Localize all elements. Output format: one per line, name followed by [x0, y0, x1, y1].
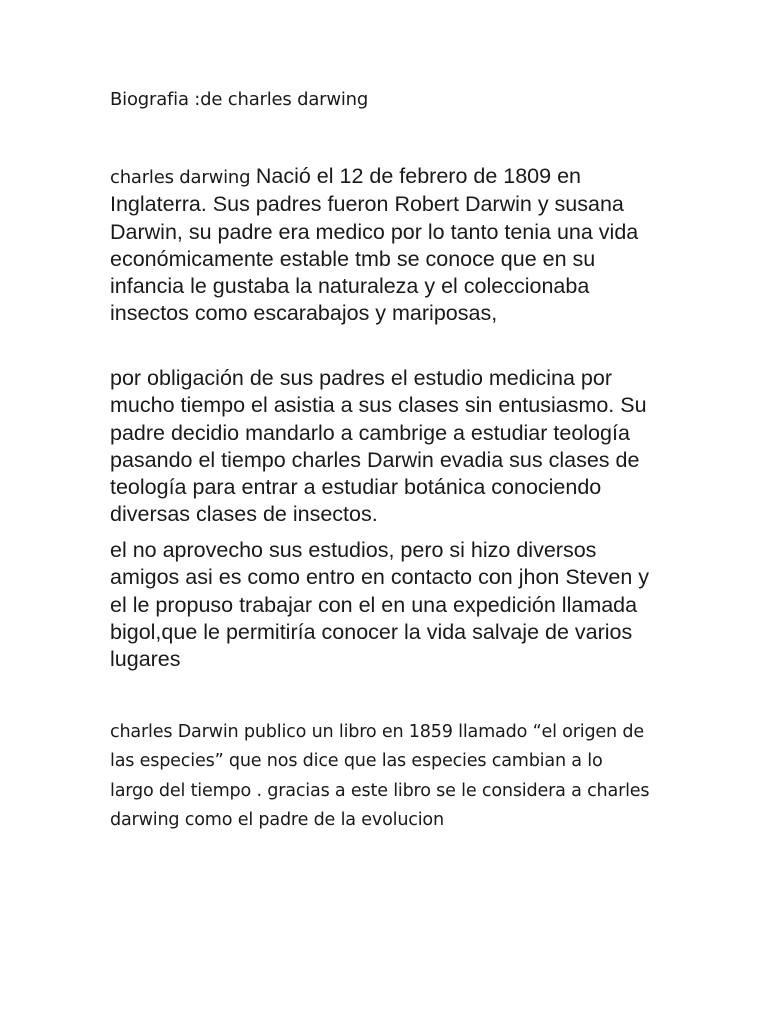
paragraph-text: Nació el 12 de febrero de 1809 en Inglaterra. Sus padres fueron Robert Darwin y susana Darwin, su padre era medico por lo tanto tenia una vida económicamente estable tmb se conoce que en su infancia le gustaba la naturaleza y el coleccionaba insectos como escarabajos y mariposas,	[110, 164, 639, 326]
paragraph-lead: charles darwing	[110, 167, 256, 188]
paragraph-birth	[110, 163, 670, 328]
document-title: Biografia :de charles darwing	[110, 89, 369, 110]
paragraph-expedition: el no aprovecho sus estudios, pero si hizo diversos amigos asi es como entro en contacto con jhon Steven y el le propuso trabajar con el en una expedición llamada bigol,que le permitiría conocer la vida salvaje de varios lugares	[110, 538, 650, 672]
paragraph-book: charles Darwin publico un libro en 1859 llamado “el origen de las especies” que nos dice que las especies cambian a lo largo del tiempo . gracias a este libro se le considera a charles darwing como el padre de la evolucion	[110, 722, 650, 831]
paragraph-education: por obligación de sus padres el estudio medicina por mucho tiempo el asistia a sus clases sin entusiasmo. Su padre decidio mandarlo a cambrige a estudiar teología pasando el tiempo charles Darwin evadia sus clases de teología para entrar a estudiar botánica conociendo diversas clases de insectos.	[110, 366, 647, 527]
